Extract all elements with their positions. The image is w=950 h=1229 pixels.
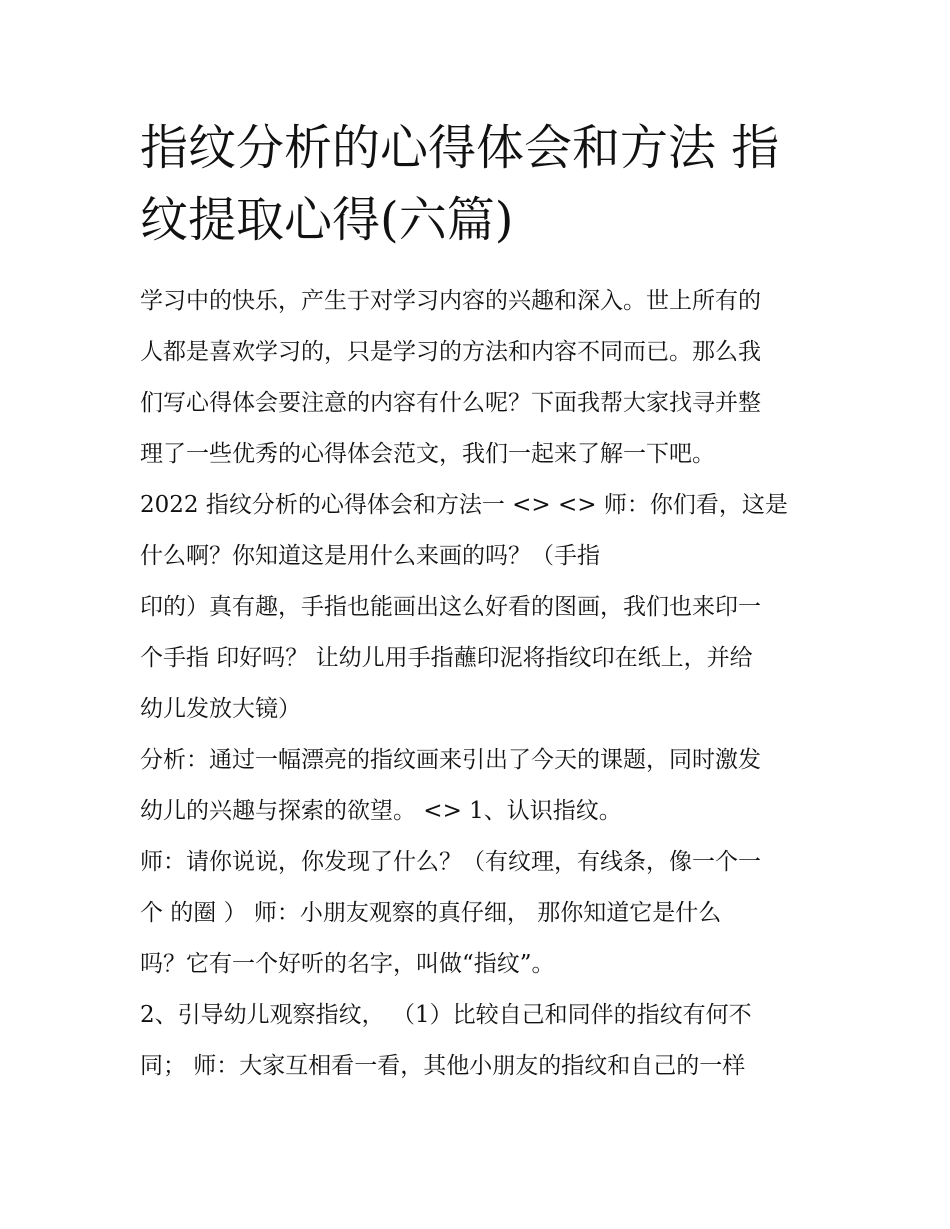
body-line: 们写心得体会要注意的内容有什么呢？下面我帮大家找寻并整 bbox=[140, 390, 761, 416]
body-line: 什么啊？你知道这是用什么来画的吗？（手指 bbox=[140, 543, 600, 569]
body-line: 同； 师：大家互相看一看，其他小朋友的指纹和自己的一样 bbox=[140, 1053, 746, 1079]
title-line-1: 指纹分析的心得体会和方法 指 bbox=[140, 120, 780, 176]
document-body bbox=[140, 276, 830, 1092]
body-line: 理了一些优秀的心得体会范文，我们一起来了解一下吧。 bbox=[140, 441, 715, 467]
body-line: 个 的圈 ） 师：小朋友观察的真仔细， 那你知道它是什么 bbox=[140, 900, 722, 926]
body-line: 人都是喜欢学习的，只是学习的方法和内容不同而已。那么我 bbox=[140, 339, 761, 365]
body-line: 幼儿的兴趣与探索的欲望。 <> 1、认识指纹。 bbox=[140, 798, 622, 824]
body-line: 印的）真有趣，手指也能画出这么好看的图画，我们也来印一 bbox=[140, 594, 761, 620]
body-line: 幼儿发放大镜） bbox=[140, 696, 301, 722]
title-line-2: 纹提取心得(六篇) bbox=[140, 192, 514, 248]
body-line: 学习中的快乐，产生于对学习内容的兴趣和深入。世上所有的 bbox=[140, 288, 761, 314]
body-line: 吗？它有一个好听的名字，叫做“指纹”。 bbox=[140, 951, 555, 977]
document-title bbox=[140, 112, 820, 256]
body-line: 师：请你说说，你发现了什么？（有纹理，有线条，像一个一 bbox=[140, 849, 761, 875]
body-line: 2022 指纹分析的心得体会和方法一 <> <> 师：你们看，这是 bbox=[140, 492, 788, 518]
body-line: 个手指 印好吗？ 让幼儿用手指蘸印泥将指纹印在纸上，并给 bbox=[140, 645, 753, 671]
body-line: 分析：通过一幅漂亮的指纹画来引出了今天的课题，同时激发 bbox=[140, 747, 761, 773]
body-line: 2、引导幼儿观察指纹， （1）比较自己和同伴的指纹有何不 bbox=[140, 1002, 752, 1028]
